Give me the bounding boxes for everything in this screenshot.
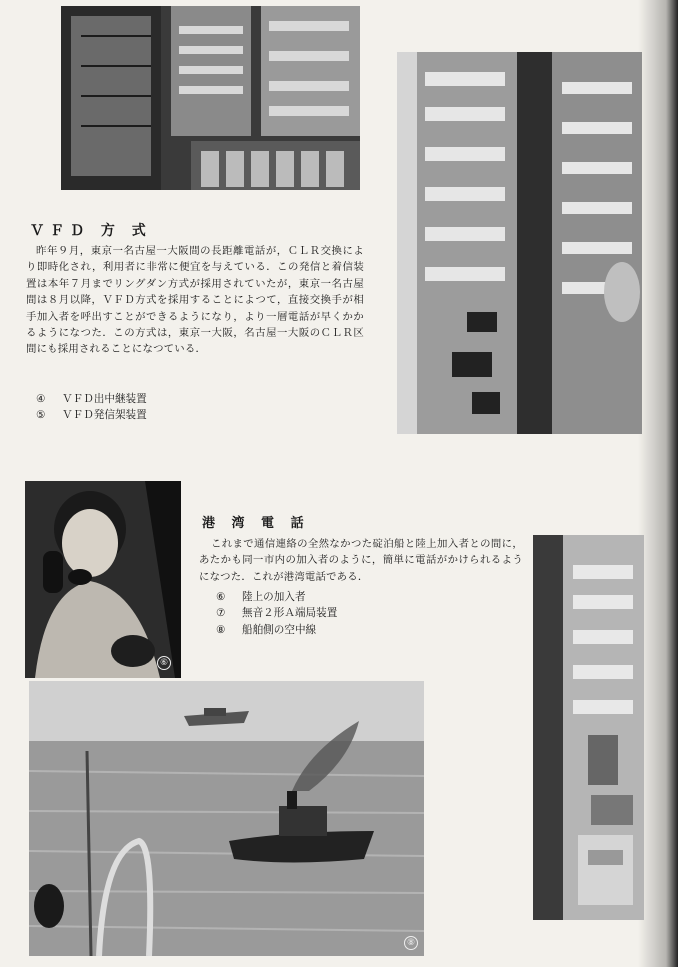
harbor-section-title: 港 湾 電 話 [202,516,310,531]
harbor-item-list [216,589,337,638]
harbor-boat-photo [29,681,424,956]
list-item: ⑧ 船舶側の空中線 [216,623,317,636]
vfd-item-list [36,391,147,424]
list-item: ⑤ ＶＦＤ発信架装置 [36,409,147,422]
vfd-paragraph: 昨年９月，東京一名古屋一大阪間の長距離電話が，ＣＬＲ交換により即時化され，利用者に非常に便宜を与えている．この発信と着信装置は本年７月までリングダン方式が採用されていたが，東京一名古屋間は８月以降，ＶＦＤ方式を採用することによつて，直接交換手が相手加入者を呼出すことができるようになり，より一層電話が早くかかるようになつた．この方式は，東京一大阪，名古屋一大阪のＣＬＲ区間にも採用されることになつている． [26,245,364,356]
photo-label-6: ⑥ [157,656,171,670]
vfd-frame-photo [397,52,642,434]
harbor-paragraph: これまで通信連絡の全然なかつた碇泊船と陸上加入者との間に，あたかも同一市内の加入者のように，簡単に電話がかけられるようになつた．これが港湾電話である． [199,538,523,583]
terminal-equipment-photo [533,535,644,920]
page-edge-shadow [638,0,678,967]
vfd-section-title: ＶＦＤ 方 式 [30,223,152,239]
vfd-relay-rack-photo [61,6,360,190]
photo-label-8: ⑧ [404,936,418,950]
list-item: ⑦ 無音２形Ａ端局装置 [216,607,338,620]
list-item: ④ ＶＦＤ出中継装置 [36,393,147,405]
list-item: ⑥ 陸上の加入者 [216,591,306,603]
land-subscriber-photo [25,481,181,678]
